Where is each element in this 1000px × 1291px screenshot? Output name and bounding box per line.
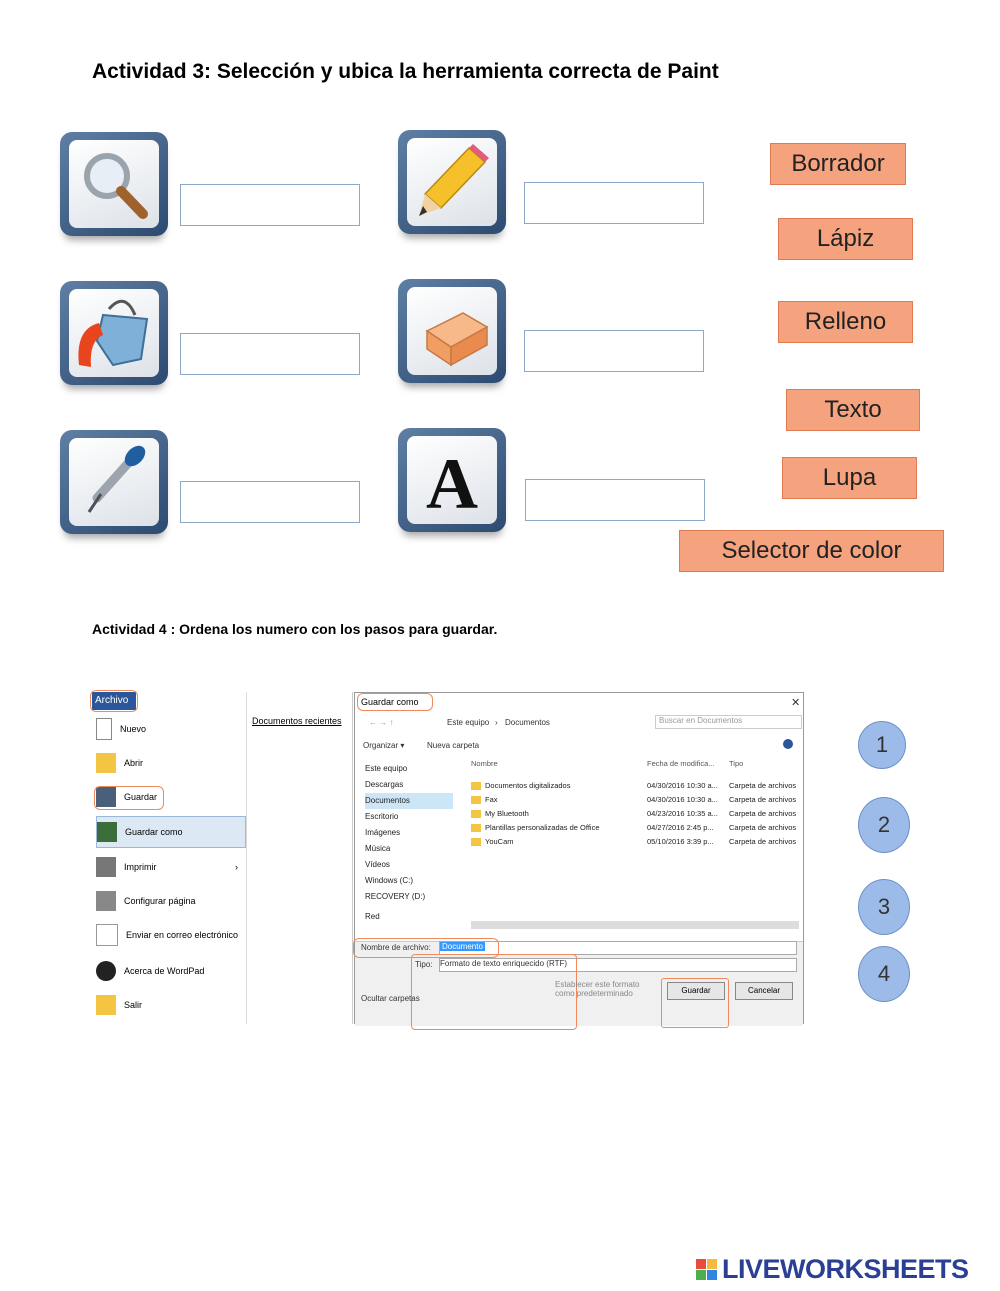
menu-item-salir[interactable]: Salir <box>96 990 242 1020</box>
liveworksheets-logo[interactable] <box>696 1254 969 1285</box>
tree-item[interactable]: Escritorio <box>365 812 399 821</box>
answer-box-6[interactable] <box>525 479 705 521</box>
word-lapiz[interactable]: Lápiz <box>778 218 913 260</box>
fill-bucket-icon <box>69 289 159 377</box>
tree-item[interactable]: Windows (C:) <box>365 876 414 885</box>
column-name[interactable]: Nombre <box>471 759 498 768</box>
tree-item[interactable]: RECOVERY (D:) <box>365 892 426 901</box>
pencil-icon <box>407 138 497 226</box>
answer-box-5[interactable] <box>180 481 360 523</box>
word-selector-de-color[interactable]: Selector de color <box>679 530 944 572</box>
dialog-footer <box>355 941 803 1026</box>
eraser-tool-tile[interactable] <box>398 279 506 383</box>
text-tool-tile[interactable] <box>398 428 506 532</box>
file-row[interactable]: Plantillas personalizadas de Office 04/27/2016 2:45 p... Carpeta de archivos <box>471 823 801 837</box>
folder-icon <box>471 824 481 832</box>
menu-item-guardar-como[interactable]: Guardar como <box>96 816 246 848</box>
menu-item-nuevo[interactable]: Nuevo <box>96 714 242 744</box>
step-number-4[interactable]: 4 <box>858 946 910 1002</box>
step-number-2[interactable]: 2 <box>858 797 910 853</box>
open-folder-icon <box>96 753 116 773</box>
liveworksheets-mark-icon <box>696 1259 718 1281</box>
organize-button[interactable]: Organizar ▾ <box>363 741 405 750</box>
file-row[interactable]: YouCam 05/10/2016 3:39 p... Carpeta de archivos <box>471 837 801 851</box>
word-texto[interactable]: Texto <box>786 389 920 431</box>
column-type[interactable]: Tipo <box>729 759 744 768</box>
help-icon[interactable] <box>783 739 793 749</box>
filename-label: Nombre de archivo: <box>361 943 431 952</box>
text-icon-glyph: A <box>426 444 478 524</box>
word-relleno[interactable]: Relleno <box>778 301 913 343</box>
file-row[interactable]: Fax 04/30/2016 10:30 a... Carpeta de archivos <box>471 795 801 809</box>
default-format-checkbox[interactable]: Establecer este formato como predeterminado <box>555 980 640 998</box>
path-docs[interactable]: Documentos <box>505 718 550 727</box>
printer-icon <box>96 857 116 877</box>
cancel-button[interactable]: Cancelar <box>735 982 793 1000</box>
type-select[interactable]: Formato de texto enriquecido (RTF) <box>439 958 797 972</box>
pencil-tool-tile[interactable] <box>398 130 506 234</box>
folder-icon <box>471 796 481 804</box>
exit-icon <box>96 995 116 1015</box>
file-row[interactable]: My Bluetooth 04/23/2016 10:35 a... Carpeta de archivos <box>471 809 801 823</box>
submenu-arrow-icon: › <box>235 862 238 872</box>
type-label: Tipo: <box>415 960 433 969</box>
new-folder-button[interactable]: Nueva carpeta <box>427 741 480 750</box>
word-borrador[interactable]: Borrador <box>770 143 906 185</box>
highlight-dialog-title <box>357 693 433 711</box>
logo-text: LIVEWORKSHEETS <box>722 1254 969 1284</box>
highlight-save <box>661 978 729 1028</box>
answer-box-2[interactable] <box>524 182 704 224</box>
file-menu <box>92 692 353 1024</box>
folder-icon <box>471 810 481 818</box>
highlight-type <box>411 954 577 1030</box>
highlight-archivo <box>90 690 138 712</box>
menu-item-guardar[interactable]: Guardar <box>96 782 242 812</box>
fill-tool-tile[interactable] <box>60 281 168 385</box>
path-pc[interactable]: Este equipo <box>447 718 490 727</box>
step-number-1[interactable]: 1 <box>858 721 906 769</box>
save-as-dialog <box>354 692 804 1024</box>
menu-item-configurar[interactable]: Configurar página <box>96 886 242 916</box>
eyedropper-tool-tile[interactable] <box>60 430 168 534</box>
word-lupa[interactable]: Lupa <box>782 457 917 499</box>
tree-item[interactable]: Imágenes <box>365 828 401 837</box>
file-list <box>471 759 801 851</box>
tree-item[interactable]: Este equipo <box>365 764 408 773</box>
eyedropper-icon <box>69 438 159 526</box>
folder-tree <box>365 761 453 925</box>
activity3-title: Actividad 3: Selección y ubica la herramienta correcta de Paint <box>92 60 719 83</box>
path-separator-icon: › <box>495 718 498 727</box>
folder-icon <box>471 838 481 846</box>
recent-documents[interactable]: Documentos recientes <box>252 716 342 726</box>
save-as-icon <box>97 822 117 842</box>
page-setup-icon <box>96 891 116 911</box>
menu-item-enviar[interactable]: Enviar en correo electrónico <box>96 920 242 950</box>
tree-item[interactable]: Descargas <box>365 780 404 789</box>
save-steps-screenshot <box>92 692 804 1024</box>
activity4-title: Actividad 4 : Ordena los numero con los pasos para guardar. <box>92 621 498 637</box>
filename-input[interactable]: Documento <box>439 941 797 955</box>
tree-item[interactable]: Vídeos <box>365 860 390 869</box>
menu-item-acerca[interactable]: Acerca de WordPad <box>96 956 242 986</box>
highlight-guardar <box>94 786 164 810</box>
search-input[interactable]: Buscar en Documentos <box>655 715 802 729</box>
close-icon[interactable]: ✕ <box>791 697 801 709</box>
answer-box-3[interactable] <box>180 333 360 375</box>
tree-item[interactable]: Documentos <box>365 793 453 809</box>
tree-item[interactable]: Red <box>365 912 380 921</box>
magnifier-tool-tile[interactable] <box>60 132 168 236</box>
dialog-title: Guardar como <box>361 697 419 707</box>
answer-box-4[interactable] <box>524 330 704 372</box>
menu-item-imprimir[interactable]: Imprimir › <box>96 852 242 882</box>
folder-icon <box>471 782 481 790</box>
text-icon <box>407 436 497 524</box>
menu-header[interactable]: Archivo <box>92 692 136 710</box>
file-row[interactable]: Documentos digitalizados 04/30/2016 10:30 a... Carpeta de archivos <box>471 781 801 795</box>
horizontal-scrollbar[interactable] <box>471 921 799 929</box>
step-number-3[interactable]: 3 <box>858 879 910 935</box>
info-icon <box>96 961 116 981</box>
tree-item[interactable]: Música <box>365 844 391 853</box>
column-date[interactable]: Fecha de modifica... <box>647 759 715 768</box>
hide-folders-toggle[interactable]: Ocultar carpetas <box>361 994 420 1003</box>
magnifier-icon <box>69 140 159 228</box>
new-document-icon <box>96 718 112 740</box>
menu-item-abrir[interactable]: Abrir <box>96 748 242 778</box>
answer-box-1[interactable] <box>180 184 360 226</box>
nav-arrows-icon[interactable]: ← → ↑ <box>369 718 394 727</box>
save-button[interactable]: Guardar <box>667 982 725 1000</box>
eraser-icon <box>407 287 497 375</box>
email-icon <box>96 924 118 946</box>
